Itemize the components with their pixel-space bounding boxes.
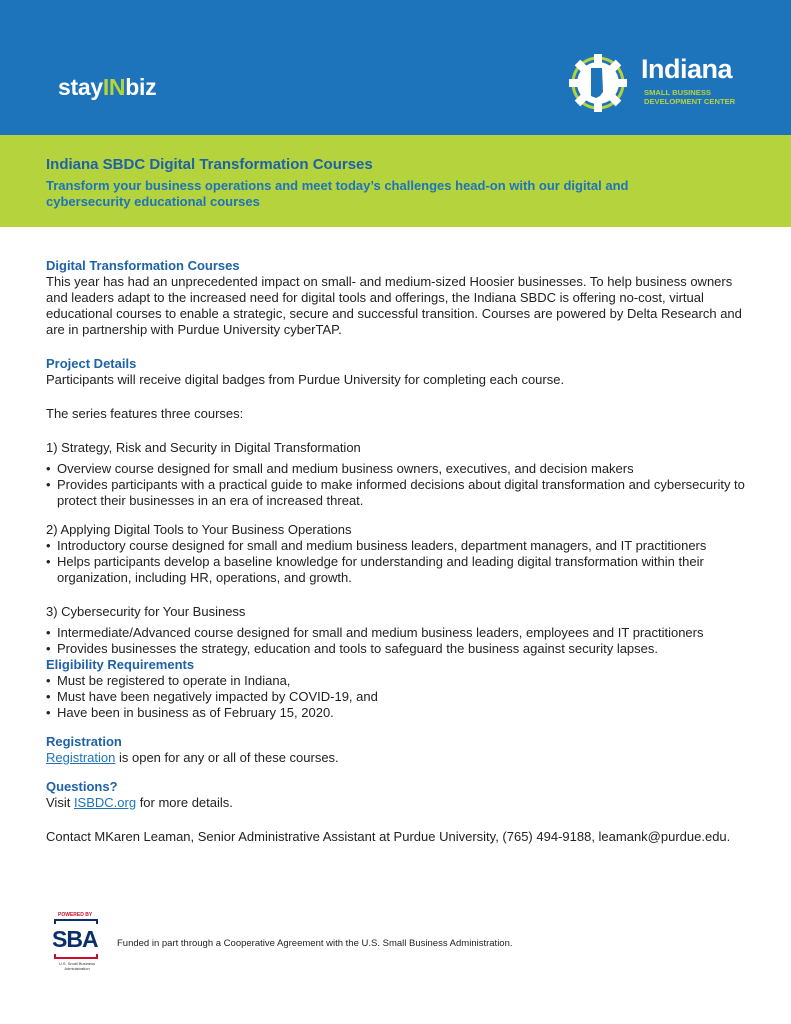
eligibility-heading: Eligibility Requirements: [46, 657, 195, 672]
course3-title: 3) Cybersecurity for Your Business: [46, 604, 246, 619]
list-item: • Provides businesses the strategy, education and tools to safeguard the business against security lapses.: [46, 641, 751, 657]
course1-list: [46, 461, 751, 509]
contact-text: Contact MKaren Leaman, Senior Administrative Assistant at Purdue University, (765) 494-9188, leamank@purdue.edu.: [46, 829, 731, 844]
list-item: • Introductory course designed for small and medium business leaders, department managers, and IT practitioners: [46, 538, 751, 554]
course2-title: 2) Applying Digital Tools to Your Business Operations: [46, 522, 352, 537]
logo-sub-line-1: SMALL BUSINESS: [644, 88, 711, 97]
brand-prefix: stay: [58, 74, 103, 100]
series-intro: The series features three courses:: [46, 406, 244, 421]
questions-pre: Visit: [46, 795, 74, 810]
registration-text: [46, 750, 751, 766]
project-heading: Project Details: [46, 356, 137, 371]
list-item: • Helps participants develop a baseline knowledge for understanding and leading digital transformation within their organization, including HR, operations, and growth.: [46, 554, 751, 586]
sba-small-line-2: Administration: [64, 965, 90, 971]
eligibility-list: [46, 673, 751, 721]
list-item: • Have been in business as of February 15, 2020.: [46, 705, 751, 721]
registration-rest: is open for any or all of these courses.: [115, 750, 339, 765]
sba-mark: SBA: [52, 926, 98, 952]
registration-link[interactable]: Registration: [46, 750, 116, 765]
main-content: [46, 258, 751, 845]
list-item: • Overview course designed for small and medium business owners, executives, and decision makers: [46, 461, 751, 477]
course3-list: [46, 625, 751, 657]
stayinbiz-wordmark: [58, 74, 156, 101]
questions-heading: Questions?: [46, 779, 118, 794]
funding-note: Funded in part through a Cooperative Agreement with the U.S. Small Business Administration.: [117, 938, 513, 949]
logo-name: Indiana: [641, 54, 733, 84]
questions-text: [46, 795, 751, 811]
page-title: Indiana SBDC Digital Transformation Courses: [46, 156, 373, 173]
brand-suffix: biz: [125, 74, 157, 100]
logo-subtitle: [644, 88, 735, 106]
intro-body: This year has had an unprecedented impact on small- and medium-sized Hoosier businesses. To help business owners and leaders adapt to the increased need for digital tools and offerings, the Indiana SBDC is offering no-cost, virtual educational courses to enable a strategic, secure and successful transition. Courses are powered by Delta Research and are in partnership with Purdue University cyberTAP.: [46, 274, 742, 337]
sba-powered-by: POWERED BY: [58, 912, 93, 918]
list-item: • Must have been negatively impacted by COVID-19, and: [46, 689, 751, 705]
sba-small-line-1: U.S. Small Business: [58, 961, 96, 966]
gear-state-icon: [566, 52, 638, 112]
logo-sub-line-2: DEVELOPMENT CENTER: [644, 97, 736, 106]
intro-heading: Digital Transformation Courses: [46, 258, 240, 273]
project-body: Participants will receive digital badges from Purdue University for completing each course.: [46, 372, 565, 387]
indiana-sbdc-logo: [566, 52, 746, 112]
isbdc-link[interactable]: ISBDC.org: [73, 795, 137, 810]
questions-post: for more details.: [136, 795, 233, 810]
page-subtitle: Transform your business operations and meet today’s challenges head-on with our digital and cybersecurity educational courses: [46, 178, 629, 209]
sba-small-text: [57, 962, 97, 971]
list-item: • Provides participants with a practical guide to make informed decisions about digital transformation and cybersecurity to protect their businesses in an era of increased threat.: [46, 477, 751, 509]
brand-in: IN: [102, 74, 126, 100]
sba-logo: [52, 912, 100, 978]
registration-heading: Registration: [46, 734, 122, 749]
course2-list: [46, 538, 751, 586]
course1-title: 1) Strategy, Risk and Security in Digital Transformation: [46, 440, 361, 455]
list-item: • Intermediate/Advanced course designed for small and medium business leaders, employees and IT practitioners: [46, 625, 751, 641]
list-item: • Must be registered to operate in Indiana,: [46, 673, 751, 689]
